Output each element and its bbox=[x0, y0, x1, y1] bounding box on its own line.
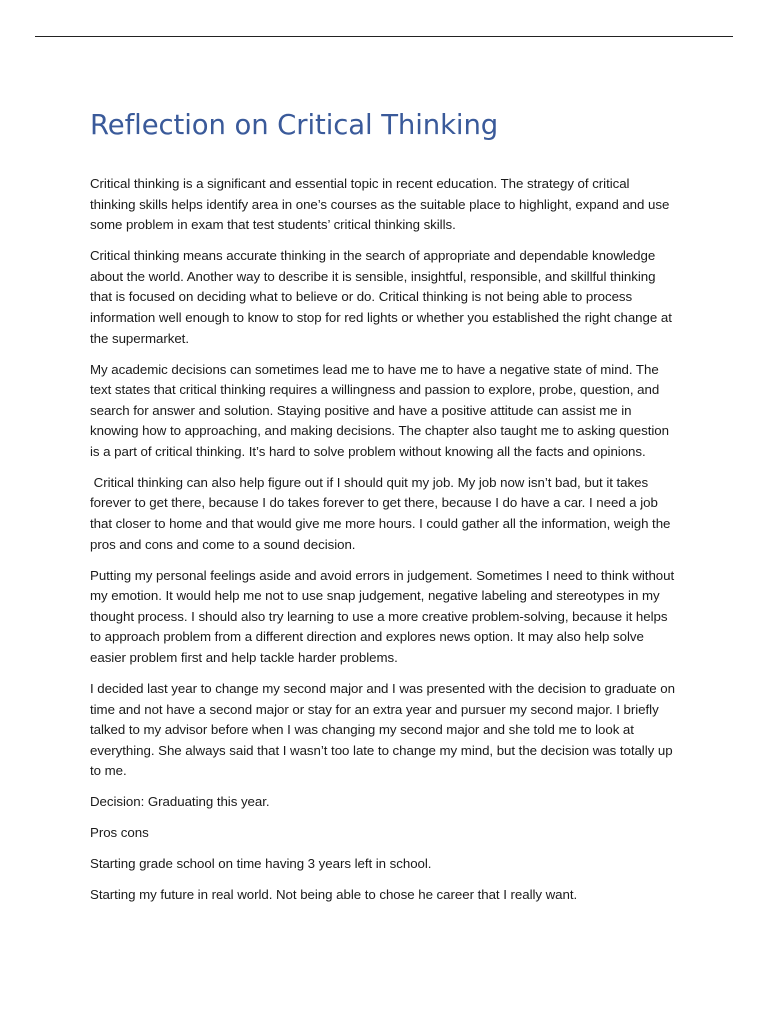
paragraph: Starting my future in real world. Not being able to chose he career that I really want. bbox=[90, 887, 578, 903]
paragraph: Starting grade school on time having 3 years left in school. bbox=[90, 856, 432, 872]
paragraph: I decided last year to change my second major and I was presented with the decision to graduate on time and not have a second major or stay for an extra year and pursuer my second major. I briefly talked to my advisor before when I was changing my second major and she told me to look at everything. She always said that I wasn’t too late to change my mind, but the decision was totally up to me. bbox=[90, 681, 675, 779]
header-rule bbox=[35, 36, 733, 37]
paragraph: Pros cons bbox=[90, 825, 149, 841]
document-page bbox=[90, 106, 675, 916]
paragraph: Critical thinking can also help figure out if I should quit my job. My job now isn’t bad, but it takes forever to get there, because I do takes forever to get there, because I do have a car. I need a job that closer to home and that would give me more hours. I could gather all the information, weigh the pros and cons and come to a sound decision. bbox=[90, 474, 675, 552]
paragraph: Critical thinking means accurate thinking in the search of appropriate and dependable knowledge about the world. Another way to describe it is sensible, insightful, responsible, and skillful thinking that is focused on deciding what to believe or do. Critical thinking is not being able to process information well enough to know to stop for red lights or whether you established the right change at the supermarket. bbox=[90, 248, 672, 346]
paragraph: Putting my personal feelings aside and avoid errors in judgement. Sometimes I need to think without my emotion. It would help me not to use snap judgement, negative labeling and stereotypes in my thought process. I should also try learning to use a more creative problem-solving, because it helps to approach problem from a different direction and explores news option. It may also help solve easier problem first and help tackle harder problems. bbox=[90, 567, 675, 666]
document-title: Reflection on Critical Thinking bbox=[90, 109, 499, 141]
paragraph: My academic decisions can sometimes lead me to have me to have a negative state of mind. The text states that critical thinking requires a willingness and passion to explore, probe, question, and search for answer and solution. Staying positive and have a positive attitude can assist me in knowing how to approaching, and making decisions. The chapter also taught me to asking question is a part of critical thinking. It’s hard to solve problem without knowing all the facts and opinions. bbox=[90, 361, 669, 459]
document-body bbox=[90, 174, 675, 906]
paragraph: Critical thinking is a significant and essential topic in recent education. The strategy of critical thinking skills helps identify area in one’s courses as the suitable place to highlight, expand and use some problem in exam that test students’ critical thinking skills. bbox=[90, 176, 670, 233]
paragraph: Decision: Graduating this year. bbox=[90, 794, 270, 810]
